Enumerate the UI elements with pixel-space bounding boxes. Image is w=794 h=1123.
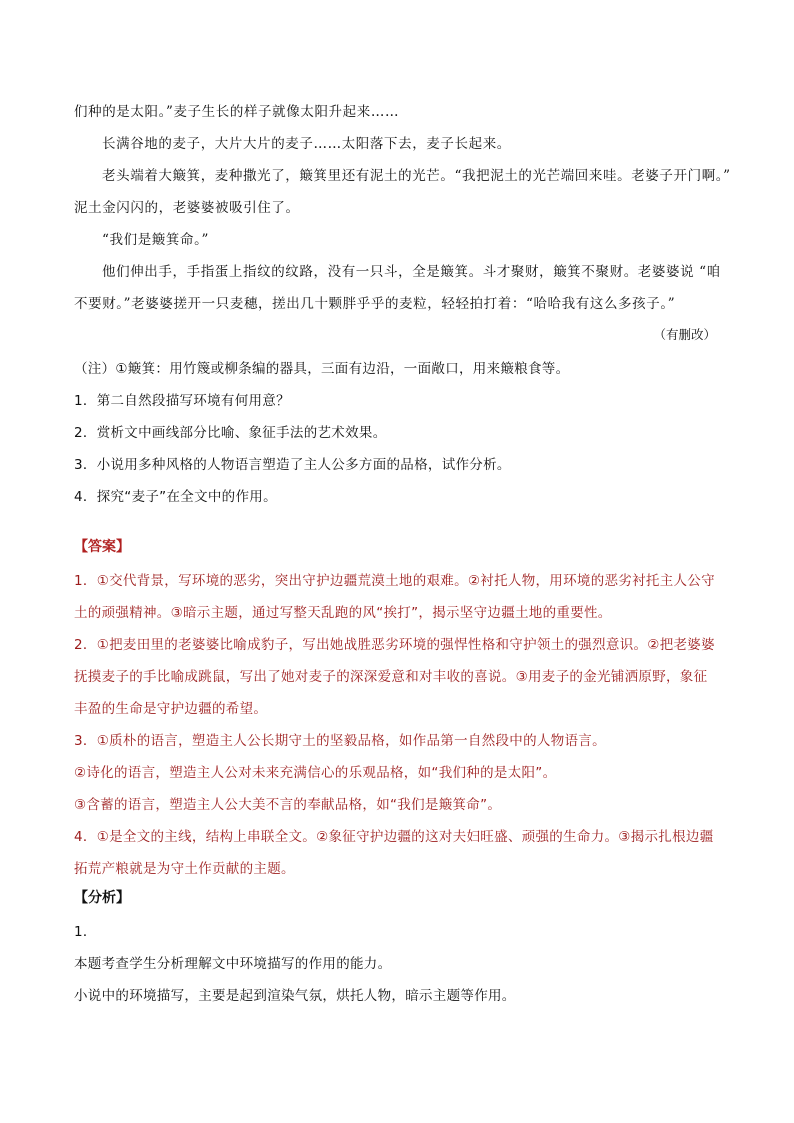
answer-2-line-2: 抚摸麦子的手比喻成跳鼠，写出了她对麦子的深深爱意和对丰收的喜说。③用麦子的金光铺洒原野，象征	[74, 669, 708, 685]
story-paragraph-3-line-2: 泥土金闪闪的，老婆婆被吸引住了。	[74, 200, 300, 216]
answer-4-line-2: 拓荒产粮就是为守土作贡献的主题。	[74, 861, 295, 877]
story-paragraph-4: “我们是簸箕命。”	[102, 232, 209, 248]
question-1: 1．第二自然段描写环境有何用意？	[74, 393, 290, 409]
answer-3-line-2: ②诗化的语言，塑造主人公对未来充满信心的乐观品格，如“我们种的是太阳”。	[74, 765, 557, 781]
story-paragraph-1: 们种的是太阳。”麦子生长的样子就像太阳升起来……	[74, 104, 400, 120]
answer-2-line-3: 丰盈的生命是守护边疆的希望。	[74, 701, 268, 717]
analysis-line-1: 本题考查学生分析理解文中环境描写的作用的能力。	[74, 956, 392, 972]
story-paragraph-3-line-1: 老头端着大簸箕，麦种撒光了，簸箕里还有泥土的光芒。“我把泥土的光芒端回来哇。老婆子开门啊。”	[102, 168, 731, 184]
answer-1-line-2: 土的顽强精神。③暗示主题，通过写整天乱跑的风“挨打”，揭示坚守边疆土地的重要性。	[74, 605, 612, 621]
question-2: 2．赏析文中画线部分比喻、象征手法的艺术效果。	[74, 425, 387, 441]
answer-3-line-1: 3．①质朴的语言，塑造主人公长期守土的坚毅品格，如作品第一自然段中的人物语言。	[74, 733, 606, 749]
analysis-number: 1．	[74, 924, 97, 940]
answer-4-line-1: 4．①是全文的主线，结构上串联全文。②象征守护边疆的这对夫妇旺盛、顽强的生命力。③揭示扎根边疆	[74, 829, 714, 845]
question-4: 4．探究“麦子”在全文中的作用。	[74, 489, 277, 505]
answer-3-line-3: ③含蓄的语言，塑造主人公大美不言的奉献品格，如“我们是簸箕命”。	[74, 797, 502, 813]
answer-2-line-1: 2．①把麦田里的老婆婆比喻成豹子，写出她战胜恶劣环境的强悍性格和守护领土的强烈意识。②把老婆婆	[74, 637, 715, 653]
analysis-heading: 【分析】	[74, 890, 130, 906]
story-paragraph-5-line-2: 不要财。”老婆婆搓开一只麦穗，搓出几十颗胖乎乎的麦粒，轻轻拍打着：“哈哈我有这么多孩子。”	[74, 296, 676, 312]
answer-heading: 【答案】	[74, 539, 130, 555]
question-3: 3．小说用多种风格的人物语言塑造了主人公多方面的品格，试作分析。	[74, 457, 511, 473]
source-note: （有删改）	[653, 327, 716, 342]
analysis-line-2: 小说中的环境描写，主要是起到渲染气氛，烘托人物，暗示主题等作用。	[74, 988, 516, 1004]
story-paragraph-5-line-1: 他们伸出手，手指蛋上指纹的纹路，没有一只斗，全是簸箕。斗才聚财，簸箕不聚财。老婆婆说 “咱	[102, 264, 721, 280]
story-paragraph-2: 长满谷地的麦子，大片大片的麦子……太阳落下去，麦子长起来。	[102, 136, 511, 152]
footnote: （注）①簸箕：用竹篾或柳条编的器具，三面有边沿，一面敞口，用来簸粮食等。	[74, 361, 570, 377]
answer-1-line-1: 1．①交代背景，写环境的恶劣，突出守护边疆荒漠土地的艰难。②衬托人物，用环境的恶劣衬托主人公守	[74, 573, 715, 589]
